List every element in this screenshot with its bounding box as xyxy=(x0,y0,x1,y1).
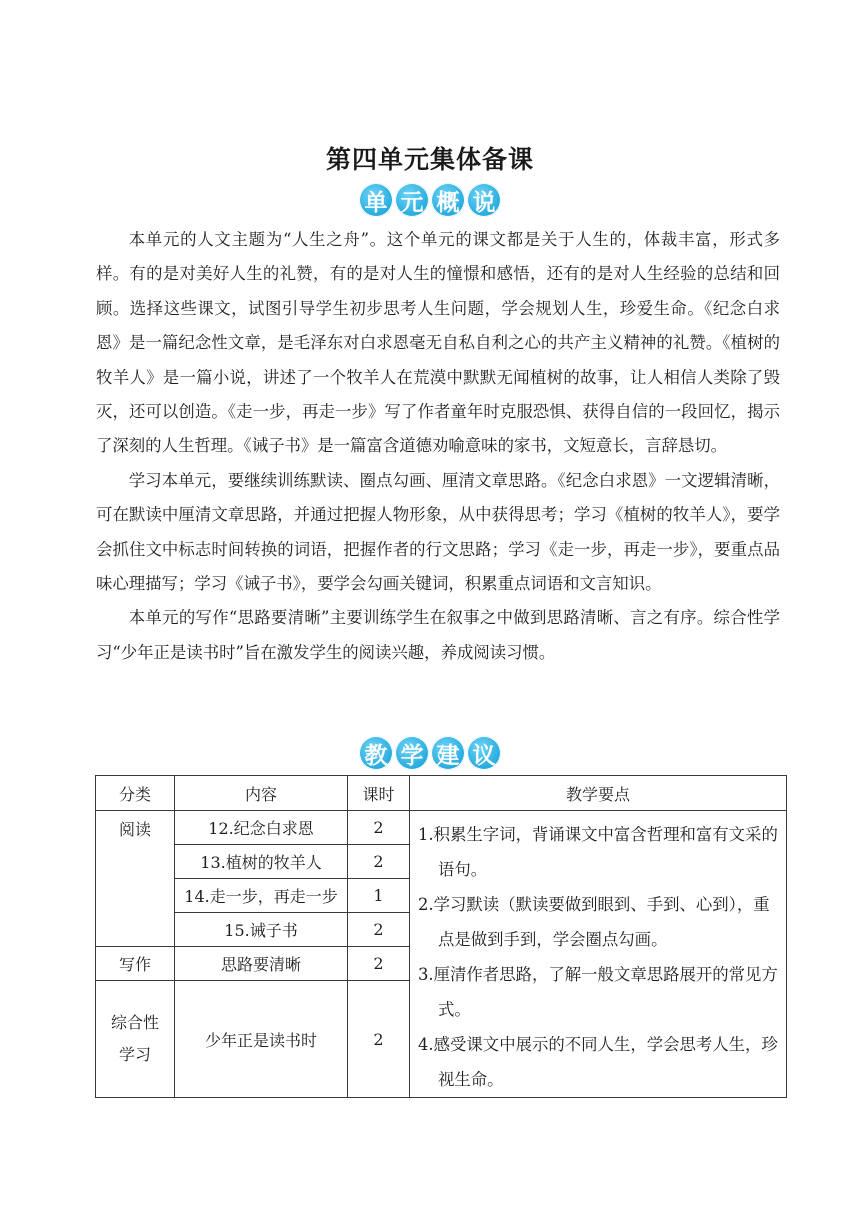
hours-cell: 1 xyxy=(348,879,410,913)
overview-text xyxy=(96,223,780,670)
heading-char: 建 xyxy=(431,736,465,770)
teaching-point: 2.学习默读（默读要做到眼到、手到、心到），重点是做到手到，学会圈点勾画。 xyxy=(418,895,770,949)
section-heading-unit-overview xyxy=(0,183,860,217)
content-cell: 13.植树的牧羊人 xyxy=(175,845,348,879)
hours-cell: 2 xyxy=(348,947,410,981)
page-title: 第四单元集体备课 xyxy=(325,145,534,174)
category-comprehensive: 综合性学习 xyxy=(96,981,175,1098)
teaching-points xyxy=(410,811,787,1098)
content-cell: 少年正是读书时 xyxy=(175,981,348,1098)
hours-cell: 2 xyxy=(348,913,410,947)
table-header-row xyxy=(96,776,787,811)
category-reading: 阅读 xyxy=(96,811,175,947)
heading-char: 单 xyxy=(359,183,393,217)
heading-char: 元 xyxy=(395,183,429,217)
teaching-point: 1.积累生字词，背诵课文中富含哲理和富有文采的语句。 xyxy=(418,825,778,879)
content-cell: 14.走一步，再走一步 xyxy=(175,879,348,913)
hours-cell: 2 xyxy=(348,811,410,845)
heading-char: 概 xyxy=(431,183,465,217)
content-cell: 12.纪念白求恩 xyxy=(175,811,348,845)
paragraph: 本单元的人文主题为“人生之舟”。这个单元的课文都是关于人生的，体裁丰富，形式多样。有的是对美好人生的礼赞，有的是对人生的憧憬和感悟，还有的是对人生经验的总结和回顾。选择这些课文，试图引导学生初步思考人生问题，学会规划人生，珍爱生命。《纪念白求恩》是一篇纪念性文章，是毛泽东对白求恩毫无自私自利之心的共产主义精神的礼赞。《植树的牧羊人》是一篇小说，讲述了一个牧羊人在荒漠中默默无闻植树的故事，让人相信人类除了毁灭，还可以创造。《走一步，再走一步》写了作者童年时克服恐惧、获得自信的一段回忆，揭示了深刻的人生哲理。《诫子书》是一篇富含道德劝喻意味的家书，文短意长，言辞恳切。 xyxy=(96,230,780,456)
category-writing: 写作 xyxy=(96,947,175,981)
header-category: 分类 xyxy=(96,776,175,811)
heading-char: 说 xyxy=(467,183,501,217)
heading-char: 议 xyxy=(467,736,501,770)
hours-cell: 2 xyxy=(348,845,410,879)
teaching-point: 4.感受课文中展示的不同人生，学会思考人生，珍视生命。 xyxy=(418,1035,778,1089)
header-content: 内容 xyxy=(175,776,348,811)
heading-char: 教 xyxy=(359,736,393,770)
paragraph: 学习本单元，要继续训练默读、圈点勾画、厘清文章思路。《纪念白求恩》一文逻辑清晰，可在默读中厘清文章思路，并通过把握人物形象，从中获得思考；学习《植树的牧羊人》，要学会抓住文中标志时间转换的词语，把握作者的行文思路；学习《走一步，再走一步》，要重点品味心理描写；学习《诫子书》，要学会勾画关键词，积累重点词语和文言知识。 xyxy=(96,470,780,594)
header-hours: 课时 xyxy=(348,776,410,811)
header-points: 教学要点 xyxy=(410,776,787,811)
teaching-plan-table xyxy=(95,775,787,1098)
hours-cell: 2 xyxy=(348,981,410,1098)
teaching-point: 3.厘清作者思路，了解一般文章思路展开的常见方式。 xyxy=(418,965,778,1019)
content-cell: 思路要清晰 xyxy=(175,947,348,981)
content-cell: 15.诫子书 xyxy=(175,913,348,947)
table-row xyxy=(96,811,787,845)
heading-char: 学 xyxy=(395,736,429,770)
section-heading-teaching-suggestions xyxy=(0,736,860,770)
paragraph: 本单元的写作“思路要清晰”主要训练学生在叙事之中做到思路清晰、言之有序。综合性学习“少年正是读书时”旨在激发学生的阅读兴趣，养成阅读习惯。 xyxy=(96,608,780,662)
